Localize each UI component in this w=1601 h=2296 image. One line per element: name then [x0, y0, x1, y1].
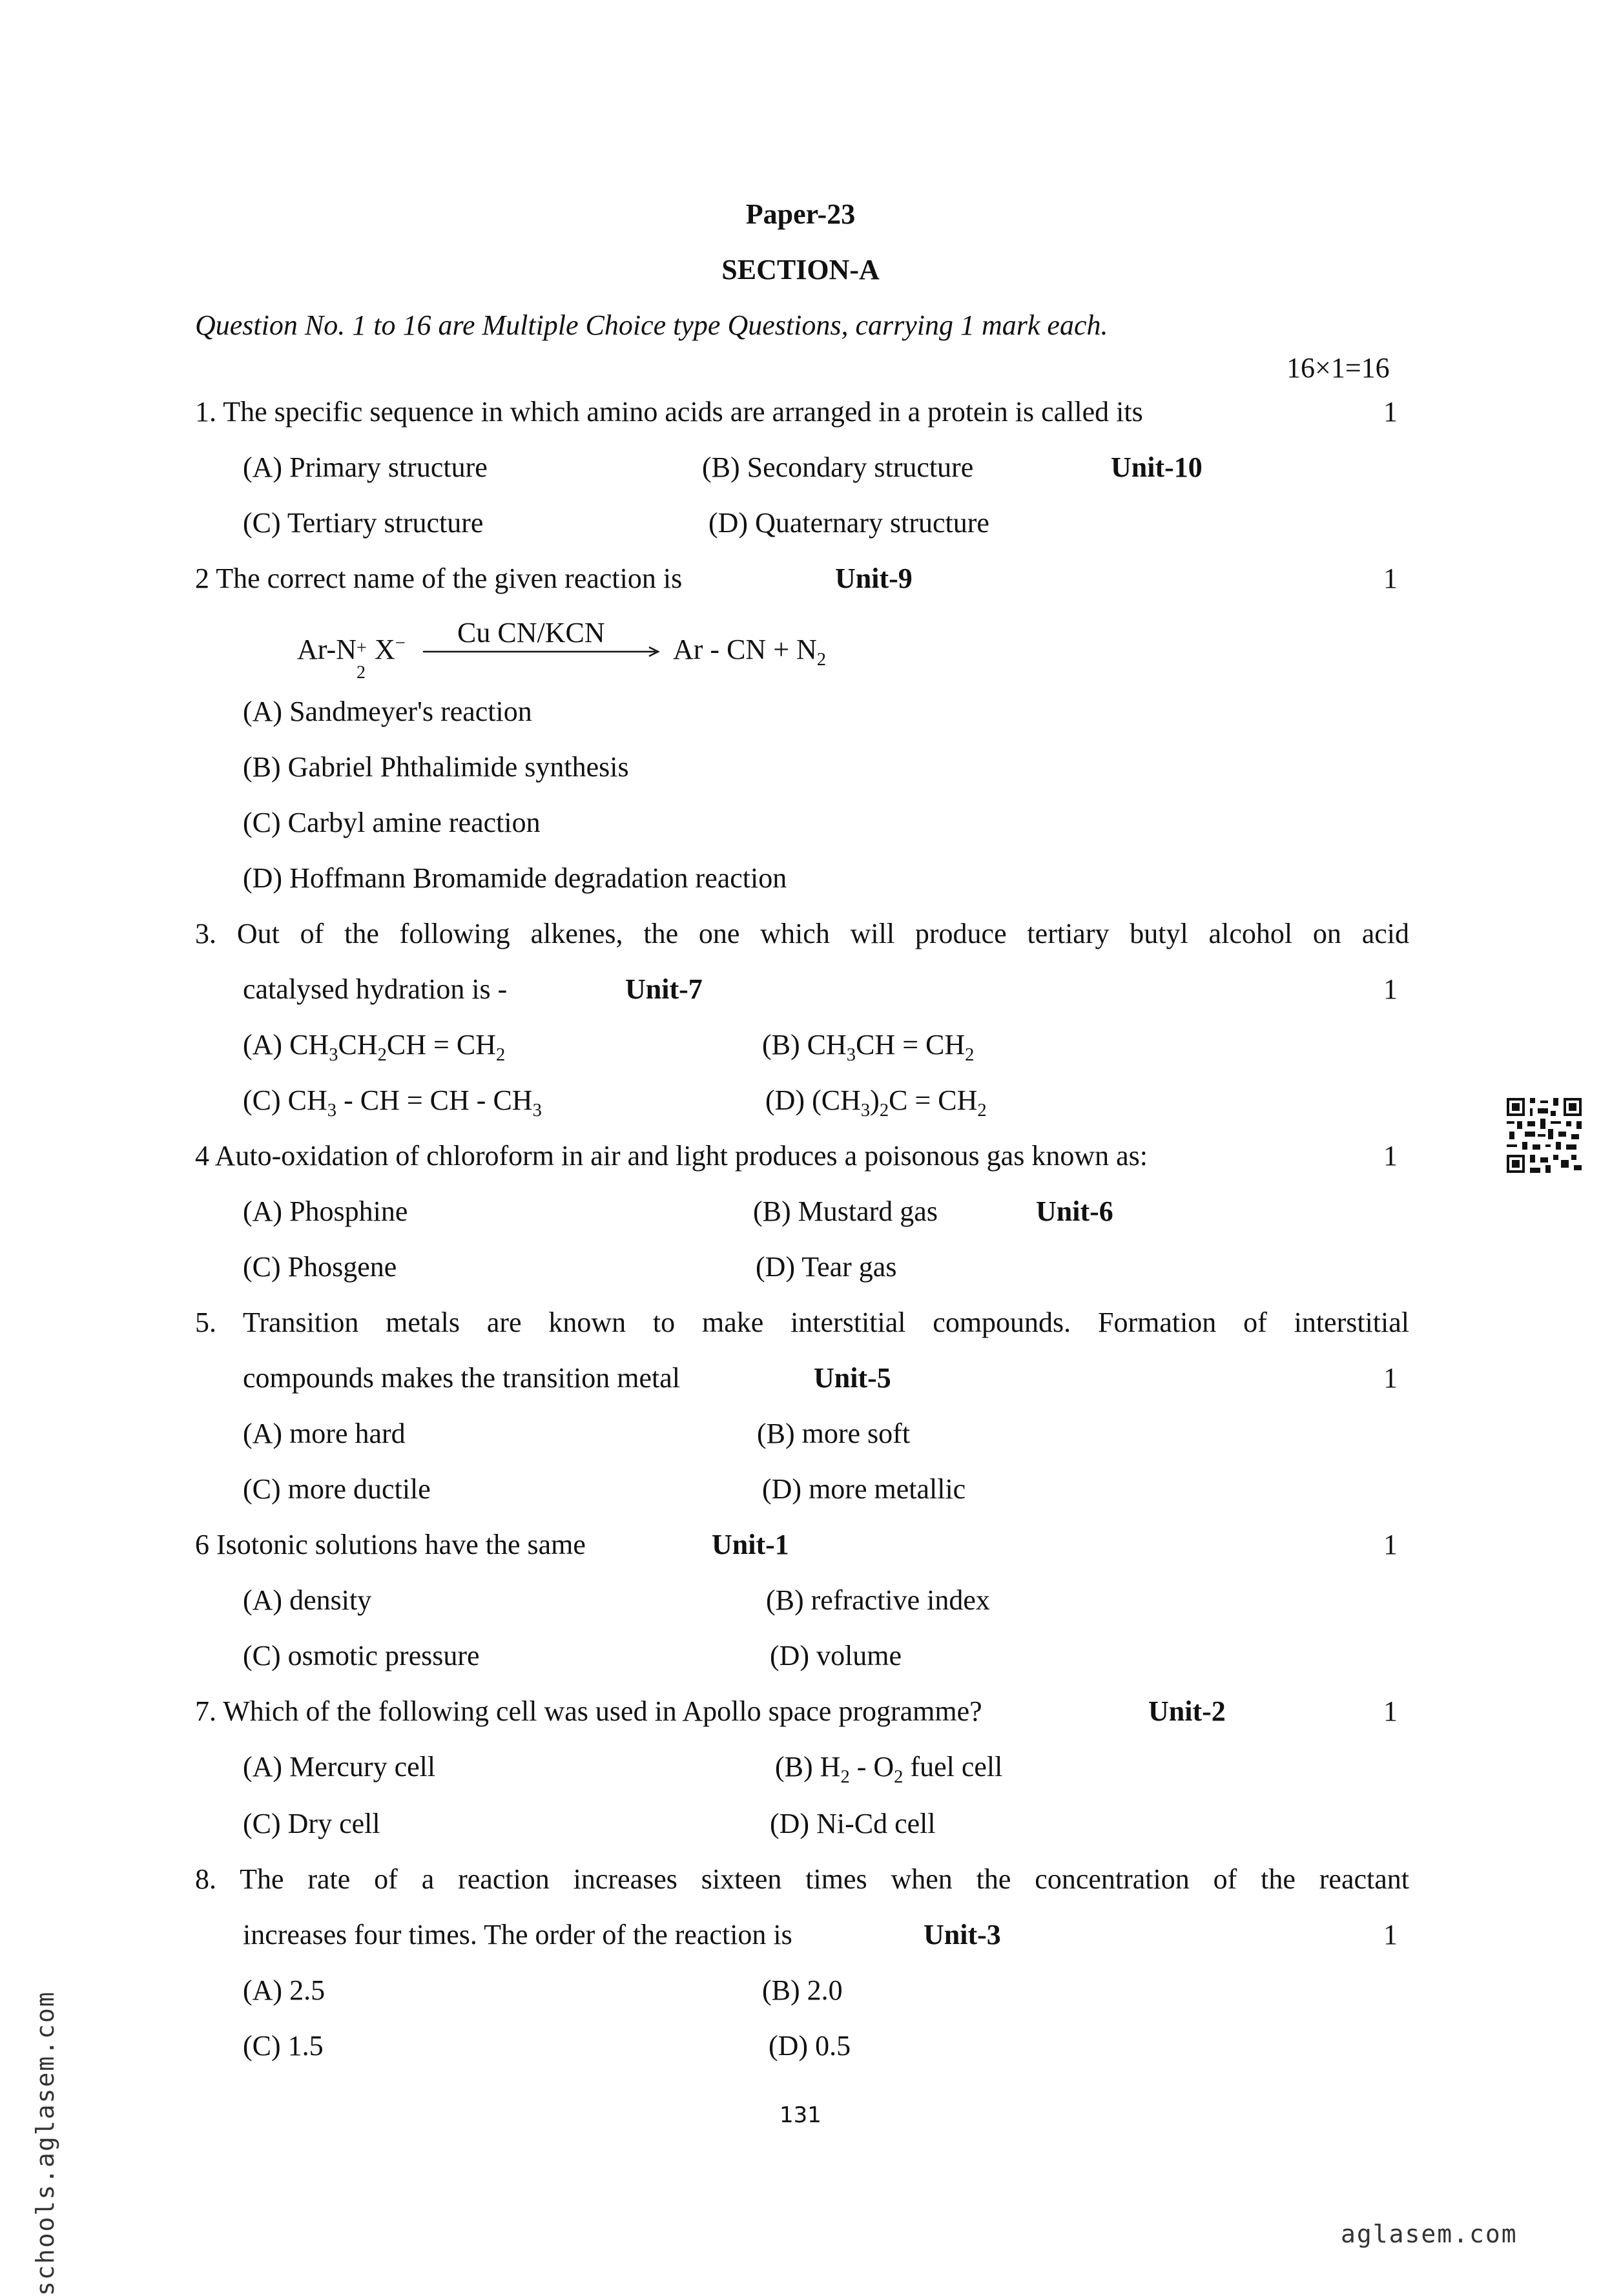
q6-unit: Unit-1 — [712, 1529, 789, 1560]
q7-unit: Unit-2 — [1148, 1695, 1226, 1727]
q1-option-a: (A) Primary structure — [243, 451, 488, 483]
q8-text-line1: 8. The rate of a reaction increases sixteen times when the concentration of the reactant — [195, 1863, 1409, 1895]
q6-text: 6 Isotonic solutions have the same — [195, 1529, 586, 1560]
q5-text-line1: 5. Transition metals are known to make interstitial compounds. Formation of interstitial — [195, 1307, 1409, 1338]
q4-option-b: (B) Mustard gas — [753, 1195, 938, 1227]
watermark-right: aglasem.com — [1341, 2220, 1518, 2248]
watermark-left: schools.aglasem.com — [31, 1991, 59, 2296]
q3-option-d: (D) $(CH_3)_2C = CH_2$ — [765, 1084, 987, 1121]
q5-option-c: (C) more ductile — [243, 1473, 431, 1505]
marks-summary: 16×1=16 — [1286, 352, 1390, 384]
q8-mark: 1 — [1383, 1919, 1398, 1950]
q8-option-a: (A) 2.5 — [243, 1974, 325, 2006]
q3-mark: 1 — [1383, 973, 1398, 1005]
q4-option-c: (C) Phosgene — [243, 1251, 397, 1283]
q7-mark: 1 — [1383, 1695, 1398, 1727]
instruction: Question No. 1 to 16 are Multiple Choice type Questions, carrying 1 mark each. — [195, 309, 1108, 341]
q3-unit: Unit-7 — [625, 973, 703, 1005]
paper-title: Paper-23 — [745, 198, 856, 230]
q2-option-b: (B) Gabriel Phthalimide synthesis — [243, 751, 629, 783]
reaction-reactant: Ar-N + 2 X− — [297, 633, 406, 683]
q1-mark: 1 — [1383, 396, 1398, 428]
q1-text: 1. The specific sequence in which amino acids are arranged in a protein is called its — [195, 396, 1143, 428]
q8-option-c: (C) 1.5 — [243, 2030, 324, 2062]
q1-option-c: (C) Tertiary structure — [243, 507, 484, 539]
q5-unit: Unit-5 — [814, 1362, 891, 1394]
q4-text: 4 Auto-oxidation of chloroform in air and light produces a poisonous gas known as: — [195, 1140, 1148, 1172]
q7-option-d: (D) Ni-Cd cell — [770, 1808, 936, 1839]
q2-option-c: (C) Carbyl amine reaction — [243, 807, 541, 838]
q4-option-d: (D) Tear gas — [756, 1251, 897, 1283]
q3-text-line2: catalysed hydration is - — [243, 973, 508, 1005]
q2-unit: Unit-9 — [835, 563, 913, 594]
q6-option-a: (A) density — [243, 1584, 372, 1616]
q5-option-d: (D) more metallic — [762, 1473, 966, 1505]
q2-mark: 1 — [1383, 563, 1398, 594]
q1-option-d: (D) Quaternary structure — [708, 507, 989, 539]
q5-option-b: (B) more soft — [757, 1418, 911, 1449]
q6-option-d: (D) volume — [770, 1640, 902, 1671]
q3-option-c: (C) $CH_3$ - CH = CH - $CH_3$ — [243, 1084, 542, 1121]
q5-option-a: (A) more hard — [243, 1418, 406, 1449]
q7-option-b: (B) $H_2 - O_2$ fuel cell — [775, 1751, 1003, 1787]
q3-option-a: (A) $CH_3CH_2CH = CH_2$ — [243, 1029, 506, 1065]
reaction-product: Ar - CN + $N_2$ — [673, 634, 827, 670]
q6-mark: 1 — [1383, 1529, 1398, 1560]
q8-text-line2: increases four times. The order of the reaction is — [243, 1919, 792, 1950]
reaction-reactant-prefix: Ar-N — [297, 634, 356, 665]
q1-unit: Unit-10 — [1111, 451, 1203, 483]
q7-option-a: (A) Mercury cell — [243, 1751, 436, 1783]
q6-option-c: (C) osmotic pressure — [243, 1640, 480, 1671]
q3-text-line1: 3. Out of the following alkenes, the one which will produce tertiary butyl alcohol on acid — [195, 918, 1409, 949]
q2-option-d: (D) Hoffmann Bromamide degradation reaction — [243, 862, 787, 894]
q7-option-c: (C) Dry cell — [243, 1808, 380, 1839]
q7-text: 7. Which of the following cell was used in Apollo space programme? — [195, 1695, 982, 1727]
q8-option-b: (B) 2.0 — [762, 1974, 843, 2006]
reaction-reagent: Cu CN/KCN — [457, 617, 605, 648]
q1-option-b: (B) Secondary structure — [702, 451, 974, 483]
q5-mark: 1 — [1383, 1362, 1398, 1394]
page-number: 131 — [780, 2102, 821, 2128]
q5-text-line2: compounds makes the transition metal — [243, 1362, 680, 1394]
q6-option-b: (B) refractive index — [766, 1584, 990, 1616]
q8-option-d: (D) 0.5 — [769, 2030, 851, 2062]
q4-mark: 1 — [1383, 1140, 1398, 1172]
q4-unit: Unit-6 — [1036, 1195, 1113, 1227]
q8-unit: Unit-3 — [924, 1919, 1001, 1950]
qr-code-icon — [1507, 1098, 1582, 1173]
q2-option-a: (A) Sandmeyer's reaction — [243, 696, 532, 727]
q3-option-b: (B) $CH_3CH = CH_2$ — [762, 1029, 975, 1065]
reaction-arrow-icon — [423, 646, 662, 657]
section-title: SECTION-A — [721, 254, 880, 285]
q2-text: 2 The correct name of the given reaction is — [195, 563, 683, 594]
q4-option-a: (A) Phosphine — [243, 1195, 408, 1227]
